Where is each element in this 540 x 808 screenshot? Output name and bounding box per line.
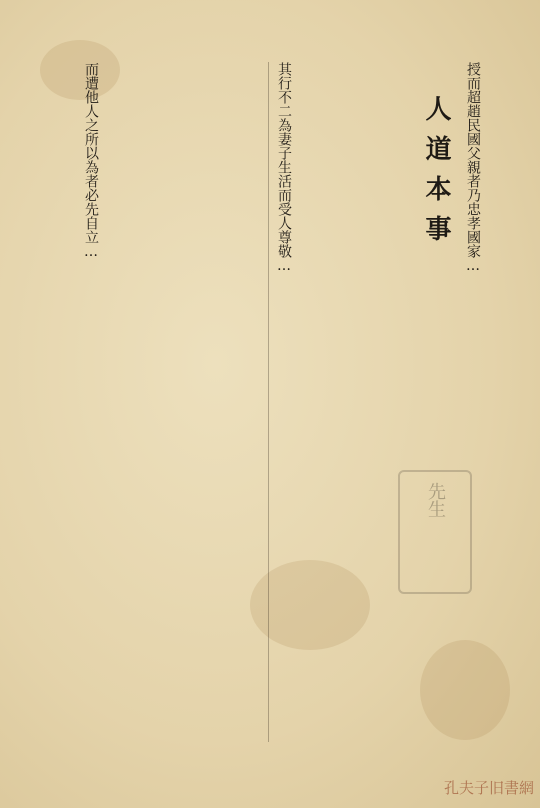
text-column-left: 而遭他人之所以為者必先自立… <box>83 62 99 260</box>
seal-text: 先生 <box>425 482 446 518</box>
text-column-middle: 其行不二為妻子生活而受人尊敬… <box>276 62 292 274</box>
text-column-right: 授而超趙民國父親者乃忠孝國家… <box>465 62 481 274</box>
column-divider <box>268 62 269 742</box>
page-title: 人道本事 <box>421 95 451 255</box>
watermark: 孔夫子旧書網 <box>443 779 534 797</box>
seal-stamp <box>398 470 472 594</box>
stain <box>420 640 510 740</box>
